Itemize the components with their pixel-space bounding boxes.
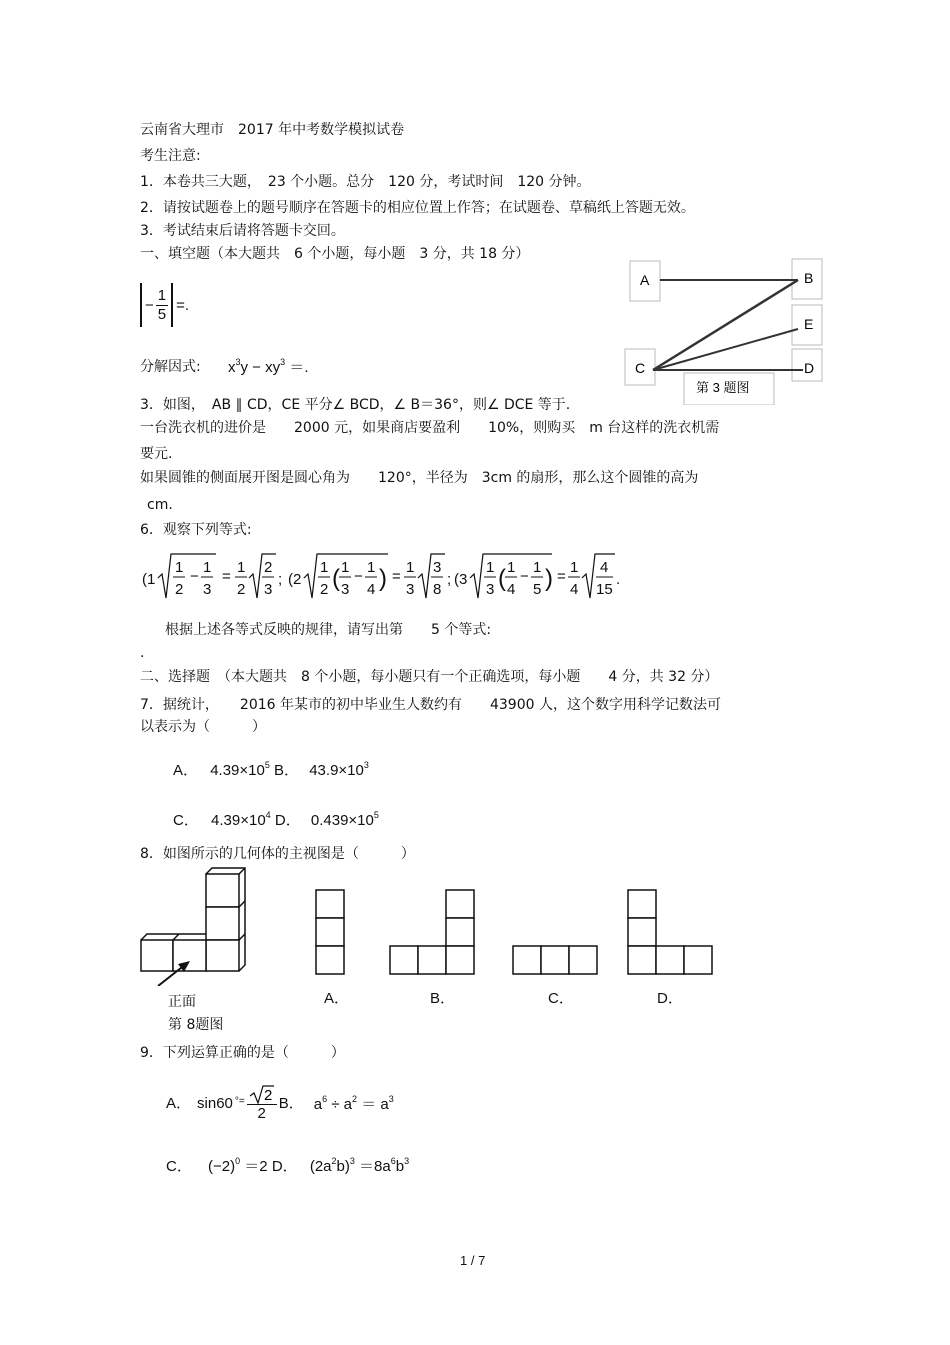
notice-3: 3．考试结束后请将答题卡交回。: [140, 223, 345, 239]
svg-text:5: 5: [533, 581, 542, 598]
label-c: C: [635, 360, 646, 376]
q7-options-ab: A． $4.39\times 10^5$ B． $43.9\times 10^3$: [173, 760, 369, 779]
svg-text:−: −: [190, 568, 199, 585]
svg-text:1: 1: [320, 559, 329, 576]
q6-dot: .: [140, 645, 145, 661]
question-9: 9．下列运算正确的是（ ）: [140, 1045, 345, 1061]
notice-heading: 考生注意:: [140, 148, 201, 164]
q8-option-d: D．: [657, 990, 683, 1007]
q8-front-label: 正面: [168, 994, 196, 1010]
exam-title: 云南省大理市 2017 年中考数学模拟试卷: [140, 122, 405, 138]
question-4-line1: 一台洗衣机的进价是 2000 元，如果商店要盈利 10%，则购买 m 台这样的洗衣机需: [140, 420, 720, 436]
svg-text:1: 1: [570, 559, 579, 576]
svg-text:(2: (2: [288, 571, 302, 588]
svg-text:1: 1: [175, 559, 184, 576]
svg-text:=: =: [222, 568, 231, 585]
question-8: 8．如图所示的几何体的主视图是（ ）: [140, 846, 415, 862]
svg-text:1: 1: [367, 559, 376, 576]
q8-options-figures: [312, 886, 717, 978]
q2-label: 分解因式:: [140, 359, 201, 375]
question-5-line1: 如果圆锥的侧面展开图是圆心角为 120°，半径为 3cm 的扇形，那么这个圆锥的高为: [140, 470, 699, 486]
svg-text:=: =: [392, 568, 401, 585]
question-1: − $\frac{1}{5}$ =.: [140, 283, 189, 327]
q8-option-a: A．: [324, 990, 350, 1007]
svg-text:3: 3: [264, 581, 273, 598]
section2-heading: 二、选择题 （本大题共 8 个小题，每小题只有一个正确选项，每小题 4 分，共 32 分）: [140, 669, 719, 685]
svg-text:3: 3: [203, 581, 212, 598]
svg-text:2: 2: [320, 581, 329, 598]
question-3: 3．如图， AB ∥ CD，CE 平分∠ BCD，∠ B＝36°，则∠ DCE 等于.: [140, 397, 571, 413]
svg-text:1: 1: [533, 559, 542, 576]
svg-text:−: −: [520, 568, 529, 585]
svg-text:=: =: [557, 568, 566, 585]
q6-equalities: [138, 548, 628, 608]
q2-expression: $x^3y - xy^3$ ＝.: [228, 357, 309, 376]
figure-3: [620, 255, 830, 405]
svg-text:4: 4: [367, 581, 376, 598]
q8-solid: [138, 866, 258, 986]
svg-text:.: .: [616, 571, 621, 588]
svg-text:4: 4: [507, 581, 516, 598]
svg-text:): ): [379, 565, 387, 592]
q9-row-ab: A． sin60 °= $\frac{2}{2}$ B． $a^6 \div a^2 = a^3$: [166, 1078, 394, 1128]
svg-text:(: (: [498, 565, 506, 592]
figure3-caption: 第 3 题图: [696, 380, 750, 395]
svg-text:1: 1: [341, 559, 350, 576]
svg-text:2: 2: [264, 559, 273, 576]
q7-options-cd: C． $4.39\times 10^4$ D． $0.439\times 10^5$: [173, 810, 379, 829]
label-e: E: [804, 316, 814, 332]
label-a: A: [640, 272, 650, 288]
svg-text:3: 3: [406, 581, 415, 598]
svg-text:4: 4: [570, 581, 579, 598]
svg-text:;: ;: [278, 571, 283, 588]
svg-text:3: 3: [486, 581, 495, 598]
svg-text:1: 1: [203, 559, 212, 576]
svg-text:(1: (1: [142, 571, 156, 588]
notice-2: 2．请按试题卷上的题号顺序在答题卡的相应位置上作答；在试题卷、草稿纸上答题无效。: [140, 200, 695, 216]
svg-text:3: 3: [341, 581, 350, 598]
svg-text:): ): [545, 565, 553, 592]
notice-1: 1．本卷共三大题， 23 个小题。总分 120 分，考试时间 120 分钟。: [140, 174, 591, 190]
question-6: 6．观察下列等式:: [140, 522, 252, 538]
svg-text:4: 4: [600, 559, 609, 576]
svg-text:1: 1: [486, 559, 495, 576]
question-7-line2: 以表示为（ ）: [140, 719, 266, 735]
section1-heading: 一、填空题（本大题共 6 个小题，每小题 3 分，共 18 分）: [140, 246, 530, 262]
svg-text:2: 2: [175, 581, 184, 598]
svg-text:1: 1: [507, 559, 516, 576]
svg-text:−: −: [354, 568, 363, 585]
svg-text:15: 15: [596, 581, 613, 598]
q8-caption: 第 8题图: [168, 1017, 224, 1033]
svg-text:(: (: [332, 565, 340, 592]
svg-text:(3: (3: [454, 571, 468, 588]
q6-rule: 根据上述各等式反映的规律，请写出第 5 个等式:: [165, 622, 492, 638]
svg-text:2: 2: [237, 581, 246, 598]
svg-text:8: 8: [433, 581, 442, 598]
q1-tail: =.: [176, 296, 190, 314]
question-5-line2: cm.: [147, 497, 173, 513]
q9-row-cd: C． $(-2)^0 =2$ D． $(2a^2b)^3 =8a^6b^3$: [166, 1156, 410, 1175]
label-b: B: [804, 270, 814, 286]
svg-text:2: 2: [263, 1086, 273, 1104]
label-d: D: [804, 360, 815, 376]
svg-text:1: 1: [406, 559, 415, 576]
svg-text:;: ;: [447, 571, 452, 588]
page-number: 1 / 7: [460, 1253, 486, 1268]
svg-text:1: 1: [237, 559, 246, 576]
question-7-line1: 7．据统计， 2016 年某市的初中毕业生人数约有 43900 人，这个数字用科学记数法可: [140, 697, 721, 713]
q8-option-c: C．: [548, 990, 574, 1007]
svg-text:3: 3: [433, 559, 442, 576]
q8-option-b: B．: [430, 990, 456, 1007]
question-4-line2: 要元.: [140, 446, 173, 462]
